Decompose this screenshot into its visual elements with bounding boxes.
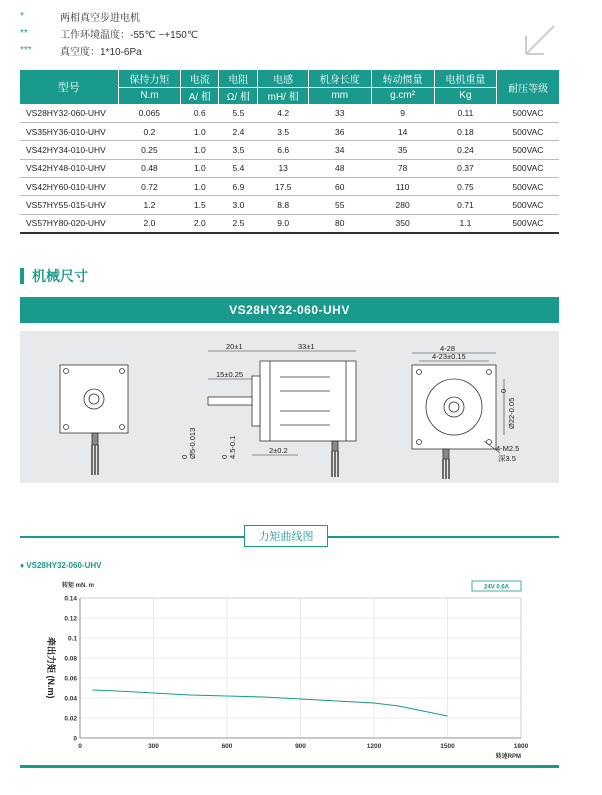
notes [20,8,198,59]
table-row [20,196,559,214]
table-cell: 1.1 [434,214,497,232]
table-cell: 3.5 [219,141,258,159]
x-tick-label: 600 [221,743,233,750]
model-cell: VS42HY34-010-UHV [20,141,118,159]
cable [92,433,98,445]
mount-hole [64,369,69,374]
table-cell: 0.065 [118,104,181,122]
wire-bundle [443,459,449,479]
y-axis-top-label: 转矩 mN. m [62,583,95,589]
dim-label: 深3.5 [498,454,516,463]
header-cell: 机身长度 [308,70,371,87]
mount-hole [120,369,125,374]
x-tick-label: 1800 [513,743,529,750]
motor-body [260,361,356,441]
y-tick-label: 0.06 [64,675,77,683]
dim-label: 0 [180,454,189,459]
x-tick-label: 1200 [366,743,382,750]
y-tick-label: 0.14 [64,595,77,603]
x-tick-label: 1500 [440,743,455,750]
table-cell: 80 [308,214,371,232]
bottom-rule [20,765,559,768]
table-cell: 13 [258,159,308,177]
table-cell: 8.8 [258,196,308,214]
table-row [20,159,559,177]
section-title: 机械尺寸 [32,268,88,284]
cable [332,441,338,451]
table-cell: 2.0 [118,214,181,232]
table-cell: 4.2 [258,104,308,122]
table-cell: 1.5 [181,196,219,214]
model-cell: VS57HY55-015-UHV [20,196,118,214]
legend-text: 24V 0.6A [483,584,510,591]
x-tick-label: 300 [148,743,159,750]
table-cell: 0.24 [434,141,497,159]
mount-hole [120,425,125,430]
header-cell: 转动惯量 [371,70,434,87]
mount-hole [417,370,422,375]
table-cell: 55 [308,196,371,214]
note-mark: * [20,11,24,22]
table-cell: 3.0 [219,196,258,214]
table-cell: 1.0 [181,159,219,177]
x-tick-label: 900 [295,743,306,750]
dim-label: 15±0.25 [216,370,244,379]
section-bar [20,268,24,284]
table-cell: 48 [308,159,371,177]
note-text: 两相真空步进电机 [60,13,140,24]
header-unit: Kg [434,87,497,104]
table-cell: 5.4 [219,159,258,177]
table-cell: 2.4 [219,122,258,140]
dim-label: 4.5-0.1 [228,435,237,459]
note-row [20,25,198,42]
note-row [20,8,198,25]
model-cell: VS42HY48-010-UHV [20,159,118,177]
x-axis-label: 转速RPM [495,754,521,760]
dim-label: 4-28 [440,344,456,353]
table-cell: 0.37 [434,159,497,177]
table-cell: 0.75 [434,178,497,196]
drawing-svg [20,331,559,483]
dim-label: 4-M2.5 [496,444,520,453]
table-cell: 500VAC [497,104,559,122]
header-unit: A/ 相 [181,87,219,104]
header-cell: 电机重量 [434,70,497,87]
table-cell: 0.25 [118,141,181,159]
section-heading [20,266,88,286]
x-tick-label: 0 [78,743,82,750]
table-row [20,141,559,159]
table-cell: 9.0 [258,214,308,232]
table-header-row [20,70,559,87]
table-cell: 500VAC [497,122,559,140]
model-banner: VS28HY32-060-UHV [20,297,559,323]
spec-table [20,70,559,234]
table-row [20,104,559,122]
header-cell: 电感 [258,70,308,87]
table-cell: 2.5 [219,214,258,232]
table-cell: 1.2 [118,196,181,214]
shaft-circle [449,402,459,412]
table-cell: 500VAC [497,178,559,196]
y-tick-label: 0.04 [64,695,77,703]
table-cell: 500VAC [497,196,559,214]
note-text: 工作环境温度：-55℃ ~+150℃ [60,30,199,41]
dim-label: 20±1 [226,342,243,351]
note-text: 真空度：1*10-6Pa [60,47,142,58]
table-cell: 60 [308,178,371,196]
table-cell: 14 [371,122,434,140]
y-axis-label: 牵出力矩 (N.m) [46,637,56,699]
dim-label: Ø5-0.013 [188,427,197,459]
table-cell: 9 [371,104,434,122]
model-cell: VS57HY80-020-UHV [20,214,118,232]
note-row [20,42,198,59]
dim-label: 4-23±0.15 [432,352,466,361]
table-cell: 280 [371,196,434,214]
cable [443,449,449,459]
header-unit: mm [308,87,371,104]
table-cell: 6.9 [219,178,258,196]
note-mark: *** [20,45,32,56]
header-unit: g.cm² [371,87,434,104]
table-cell: 500VAC [497,159,559,177]
table-cell: 500VAC [497,214,559,232]
shaft [208,397,252,405]
table-cell: 1.0 [181,141,219,159]
corner-arrow-icon [522,22,558,58]
table-cell: 34 [308,141,371,159]
table-cell: 500VAC [497,141,559,159]
y-tick-label: 0.08 [64,655,77,663]
model-cell: VS28HY32-060-UHV [20,104,118,122]
header-unit: Ω/ 相 [219,87,258,104]
header-unit: mH/ 相 [258,87,308,104]
header-cell: 保持力矩 [118,70,181,87]
table-cell: 33 [308,104,371,122]
wire-bundle [332,451,338,477]
table-row [20,178,559,196]
dim-label: 0 [499,388,508,393]
y-tick-label: 0.02 [64,715,77,723]
table-row [20,122,559,140]
torque-section-label: 力矩曲线图 [244,525,328,547]
model-cell: VS42HY60-010-UHV [20,178,118,196]
table-cell: 110 [371,178,434,196]
note-mark: ** [20,28,28,39]
header-cell: 电阻 [219,70,258,87]
table-cell: 35 [371,141,434,159]
table-cell: 0.18 [434,122,497,140]
table-cell: 17.5 [258,178,308,196]
wire-bundle [92,445,98,475]
header-unit: N.m [118,87,181,104]
torque-chart [0,575,602,775]
model-cell: VS35HY36-010-UHV [20,122,118,140]
table-body [20,104,559,233]
header-cell: 电流 [181,70,219,87]
table-cell: 36 [308,122,371,140]
table-cell: 3.5 [258,122,308,140]
y-tick-label: 0 [73,735,77,743]
table-cell: 6.6 [258,141,308,159]
table-cell: 0.2 [118,122,181,140]
dim-label: 0 [220,454,229,459]
header-voltage: 耐压等级 [497,70,559,104]
mount-hole [417,440,422,445]
table-cell: 5.5 [219,104,258,122]
y-tick-label: 0.12 [64,615,77,623]
curve-title: ♦ VS28HY32-060-UHV [20,561,102,570]
torque-curve [92,690,447,716]
table-cell: 78 [371,159,434,177]
table-cell: 0.48 [118,159,181,177]
dim-label: Ø22-0.05 [507,397,516,429]
mount-hole [64,425,69,430]
shaft-circle [89,394,99,404]
table-cell: 0.71 [434,196,497,214]
table-cell: 0.72 [118,178,181,196]
table-cell: 0.6 [181,104,219,122]
mechanical-drawing [20,331,559,483]
table-cell: 0.11 [434,104,497,122]
table-cell: 1.0 [181,178,219,196]
y-tick-label: 0.1 [67,635,77,643]
dim-label: 33±1 [298,342,315,351]
flange-boss [252,376,260,426]
header-model: 型号 [20,70,118,104]
dim-label: 2±0.2 [269,446,288,455]
table-cell: 350 [371,214,434,232]
table-row [20,214,559,232]
mount-hole [487,370,492,375]
table-cell: 2.0 [181,214,219,232]
table-cell: 1.0 [181,122,219,140]
